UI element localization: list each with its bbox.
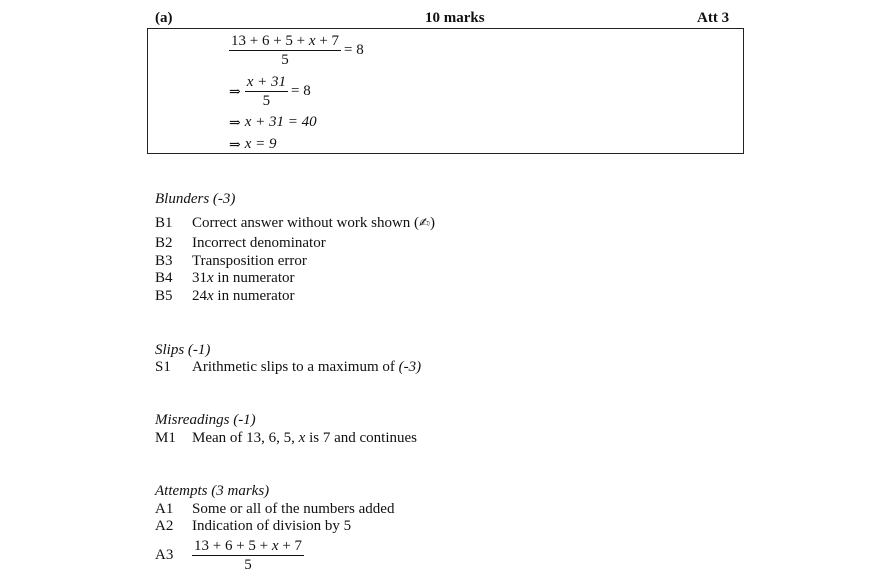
attempt-item	[155, 518, 351, 535]
item-text-rest: is 7 and continues	[305, 430, 417, 446]
item-code: S1	[155, 359, 171, 375]
item-text: Indication of division by 5	[192, 518, 352, 534]
relation: = 8	[291, 83, 311, 99]
item-code: A3	[155, 547, 174, 563]
misreadings-title: Misreadings (-1)	[155, 412, 256, 428]
item-code: B3	[155, 253, 173, 269]
blunder-item	[155, 253, 307, 270]
item-number: 31	[192, 270, 207, 286]
solution-step-1	[229, 32, 364, 69]
blunders-title: Blunders (-3)	[155, 191, 236, 207]
implies-arrow: ⇒	[229, 136, 241, 153]
item-variable: x	[298, 430, 306, 446]
item-code: M1	[155, 430, 176, 446]
item-text: Arithmetic slips to a maximum of	[192, 359, 399, 375]
item-code: B4	[155, 270, 173, 286]
attempt-label: Att 3	[697, 10, 730, 26]
item-number: 24	[192, 288, 207, 304]
fraction	[229, 32, 341, 69]
attempt-item	[155, 501, 394, 518]
pen-icon: ✍	[419, 216, 430, 231]
item-code: B2	[155, 235, 173, 251]
fraction	[192, 537, 304, 574]
fraction	[245, 73, 288, 110]
fraction-numerator: 13 + 6 + 5 + x + 7	[194, 538, 303, 554]
solution-step-4	[229, 136, 277, 153]
blunder-item	[155, 235, 326, 252]
misreading-item	[155, 430, 417, 447]
fraction-numerator: x + 31	[246, 74, 287, 90]
fraction-denominator: 5	[281, 52, 289, 68]
solution-step-2	[229, 73, 311, 110]
item-text: Incorrect denominator	[192, 235, 326, 251]
equation: x + 31 = 40	[244, 114, 317, 130]
item-emphasis: (-3)	[398, 359, 422, 375]
item-variable: x	[207, 270, 214, 286]
item-code: B1	[155, 215, 173, 231]
item-code: B5	[155, 288, 173, 304]
blunder-item	[155, 270, 294, 287]
slip-item	[155, 359, 421, 376]
item-code: A1	[155, 501, 174, 517]
implies-arrow: ⇒	[229, 114, 241, 131]
item-text: Correct answer without work shown (	[192, 215, 420, 231]
item-text: Some or all of the numbers added	[192, 501, 395, 517]
solution-step-3	[229, 114, 317, 131]
attempts-title: Attempts (3 marks)	[155, 483, 270, 499]
relation: = 8	[344, 42, 364, 58]
marks-label: 10 marks	[425, 10, 485, 26]
equation: x = 9	[244, 136, 277, 152]
item-text: in numerator	[213, 288, 295, 304]
slips-title: Slips (-1)	[155, 342, 211, 358]
item-text-close: )	[429, 215, 435, 231]
item-code: A2	[155, 518, 174, 534]
item-text: Transposition error	[192, 253, 307, 269]
blunder-item	[155, 288, 294, 305]
item-variable: x	[207, 288, 214, 304]
attempt-item	[155, 537, 304, 574]
blunder-item	[155, 215, 435, 232]
fraction-denominator: 5	[244, 557, 252, 573]
part-label: (a)	[155, 10, 173, 26]
fraction-numerator: 13 + 6 + 5 + x + 7	[231, 33, 340, 49]
fraction-denominator: 5	[262, 93, 271, 109]
item-text: in numerator	[213, 270, 295, 286]
item-text: Mean of 13, 6, 5,	[192, 430, 299, 446]
implies-arrow: ⇒	[229, 83, 241, 100]
